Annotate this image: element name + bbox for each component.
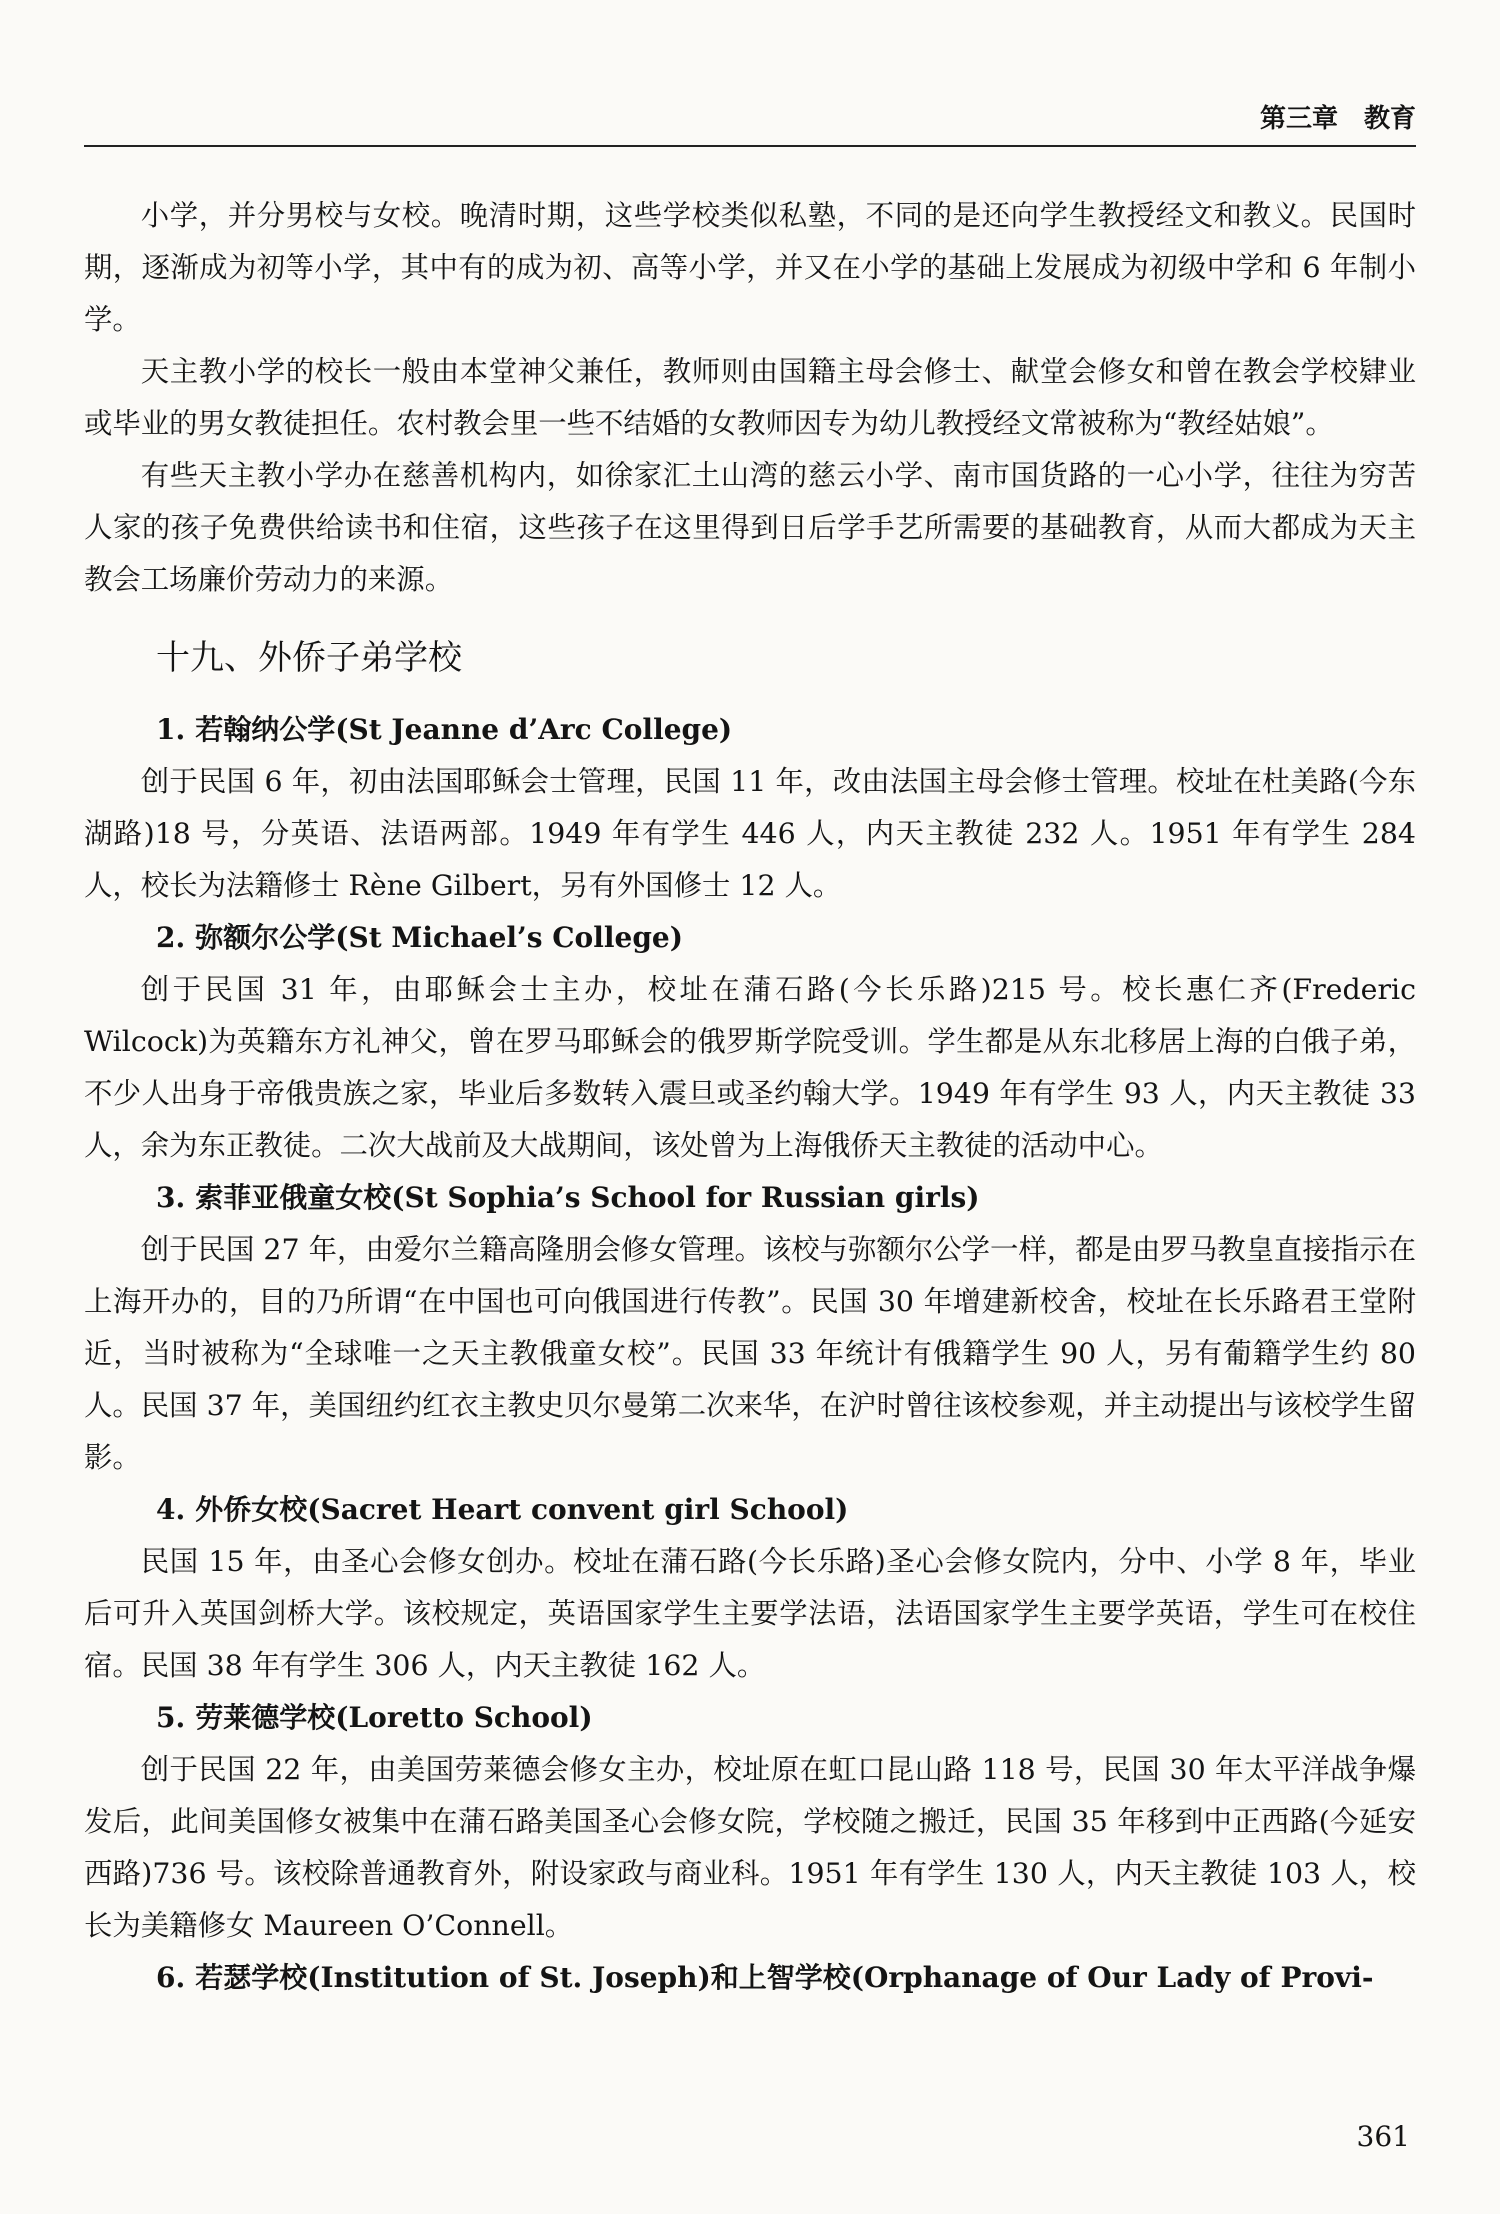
entry-number: 5. — [156, 1701, 186, 1734]
entry-6 — [84, 1952, 1416, 2004]
entry-title: 弥额尔公学(St Michael’s College) — [195, 921, 683, 954]
entry-4 — [84, 1484, 1416, 1692]
section-heading: 十九、外侨子弟学校 — [156, 638, 462, 678]
page-body — [84, 190, 1416, 2004]
entry-1 — [84, 704, 1416, 912]
entry-number: 2. — [156, 921, 186, 954]
entry-paragraph: 创于民国 27 年，由爱尔兰籍高隆朋会修女管理。该校与弥额尔公学一样，都是由罗马教皇直接指示在上海开办的，目的乃所谓“在中国也可向俄国进行传教”。民国 30 年增建新校舍，校址在长乐路君王堂附近，当时被称为“全球唯一之天主教俄童女校”。民国 33 年统计有俄籍学生 90 人，另有葡籍学生约 80 人。民国 37 年，美国纽约红衣主教史贝尔曼第二次来华，在沪时曾往该校参观，并主动提出与该校学生留影。 — [84, 1233, 1416, 1474]
entry-paragraph: 创于民国 22 年，由美国劳莱德会修女主办，校址原在虹口昆山路 118 号，民国 30 年太平洋战争爆发后，此间美国修女被集中在蒲石路美国圣心会修女院，学校随之搬迁，民国 35 年移到中正西路(今延安西路)736 号。该校除普通教育外，附设家政与商业科。1951 年有学生 130 人，内天主教徒 103 人，校长为美籍修女 Maureen O’Connell。 — [84, 1753, 1416, 1942]
entry-paragraph: 创于民国 6 年，初由法国耶稣会士管理，民国 11 年，改由法国主母会修士管理。校址在杜美路(今东湖路)18 号，分英语、法语两部。1949 年有学生 446 人，内天主教徒 232 人。1951 年有学生 284 人，校长为法籍修士 Rène Gilbert，另有外国修士 12 人。 — [84, 765, 1416, 902]
entry-3 — [84, 1172, 1416, 1484]
intro-paragraph-2: 天主教小学的校长一般由本堂神父兼任，教师则由国籍主母会修士、献堂会修女和曾在教会学校肄业或毕业的男女教徒担任。农村教会里一些不结婚的女教师因专为幼儿教授经文常被称为“教经姑娘”。 — [84, 355, 1416, 440]
page-number: 361 — [1356, 2120, 1410, 2153]
entry-title: 若瑟学校(Institution of St. Joseph)和上智学校(Orphanage of Our Lady of Provi- — [195, 1961, 1374, 1994]
entry-paragraph: 创于民国 31 年，由耶稣会士主办，校址在蒲石路(今长乐路)215 号。校长惠仁齐(Frederic Wilcock)为英籍东方礼神父，曾在罗马耶稣会的俄罗斯学院受训。学生都是从东北移居上海的白俄子弟，不少人出身于帝俄贵族之家，毕业后多数转入震旦或圣约翰大学。1949 年有学生 93 人，内天主教徒 33 人，余为东正教徒。二次大战前及大战期间，该处曾为上海俄侨天主教徒的活动中心。 — [84, 973, 1416, 1162]
entry-title: 外侨女校(Sacret Heart convent girl School) — [195, 1493, 849, 1526]
entry-5 — [84, 1692, 1416, 1952]
entry-number: 4. — [156, 1493, 186, 1526]
entry-number: 1. — [156, 713, 186, 746]
entry-number: 6. — [156, 1961, 186, 1994]
entry-title: 索菲亚俄童女校(St Sophia’s School for Russian girls) — [195, 1181, 980, 1214]
entry-title: 若翰纳公学(St Jeanne d’Arc College) — [195, 713, 733, 746]
running-header — [84, 98, 1416, 147]
intro-paragraph-1: 小学，并分男校与女校。晚清时期，这些学校类似私塾，不同的是还向学生教授经文和教义。民国时期，逐渐成为初等小学，其中有的成为初、高等小学，并又在小学的基础上发展成为初级中学和 6 年制小学。 — [84, 199, 1416, 336]
entry-paragraph: 民国 15 年，由圣心会修女创办。校址在蒲石路(今长乐路)圣心会修女院内，分中、小学 8 年，毕业后可升入英国剑桥大学。该校规定，英语国家学生主要学法语，法语国家学生主要学英语，学生可在校住宿。民国 38 年有学生 306 人，内天主教徒 162 人。 — [84, 1545, 1416, 1682]
chapter-title: 教育 — [1363, 104, 1416, 134]
chapter-label: 第三章 — [1259, 104, 1338, 134]
entry-2 — [84, 912, 1416, 1172]
entry-number: 3. — [156, 1181, 186, 1214]
intro-paragraph-3: 有些天主教小学办在慈善机构内，如徐家汇土山湾的慈云小学、南市国货路的一心小学，往往为穷苦人家的孩子免费供给读书和住宿，这些孩子在这里得到日后学手艺所需要的基础教育，从而大都成为天主教会工场廉价劳动力的来源。 — [84, 459, 1416, 596]
entry-title: 劳莱德学校(Loretto School) — [195, 1701, 593, 1734]
